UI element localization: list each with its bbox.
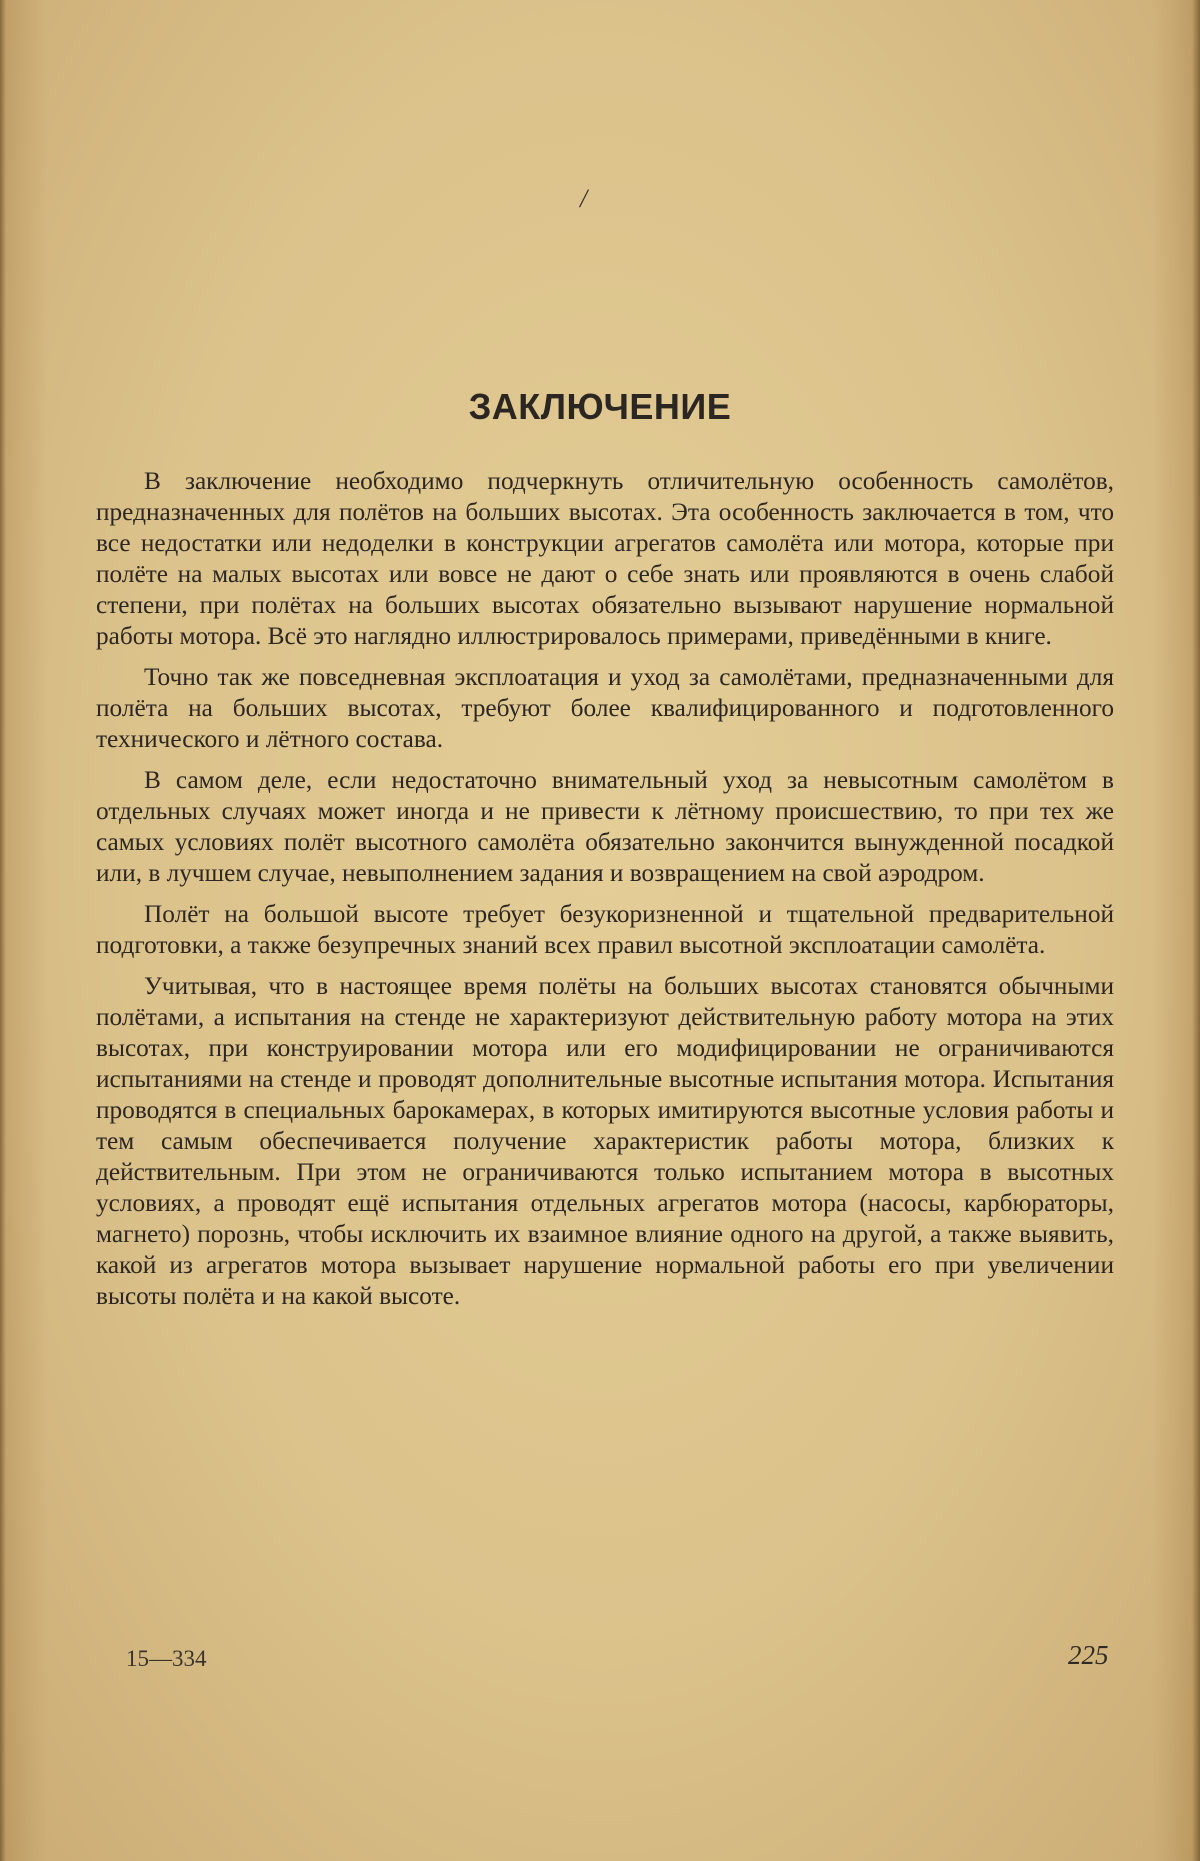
body-text xyxy=(96,466,1114,1322)
top-mark: / xyxy=(580,184,588,213)
page-edge-shadow-left xyxy=(0,0,6,1861)
paragraph-1: В заключение необходимо подчеркнуть отличительную особенность самолётов, предназначенных для полётов на больших высотах. Эта особенность заключается в том, что все недостатки или недоделки в конструкции агрегатов самолёта или мотора, которые при полёте на малых высотах или вовсе не дают о себе знать или проявляются в очень слабой степени, при полётах на больших высотах обязательно вызывают нарушение нормальной работы мотора. Всё это наглядно иллюстрировалось примерами, приведёнными в книге. xyxy=(96,467,1114,650)
paragraph-3: В самом деле, если недостаточно внимательный уход за невысотным самолётом в отдельных случаях может иногда и не привести к лётному происшествию, то при тех же самых условиях полёт высотного самолёта обязательно закончится вынужденной посадкой или, в лучшем случае, невыполнением задания и возвращением на свой аэродром. xyxy=(96,766,1114,887)
paragraph-2: Точно так же повседневная эксплоатация и уход за самолётами, предназначенными для полёта на больших высотах, требуют более квалифицированного и подготовленного технического и лётного состава. xyxy=(96,663,1114,753)
chapter-title: ЗАКЛЮЧЕНИЕ xyxy=(468,386,732,427)
page-number: 225 xyxy=(1068,1640,1109,1670)
signature-mark: 15—334 xyxy=(126,1646,207,1671)
paragraph-4: Полёт на большой высоте требует безукоризненной и тщательной предварительной подготовки, а также безупречных знаний всех правил высотной эксплоатации самолёта. xyxy=(96,900,1114,959)
paragraph-5: Учитывая, что в настоящее время полёты на больших высотах становятся обычными полётами, а испытания на стенде не характеризуют действительную работу мотора на этих высотах, при конструировании мотора или его модифицировании не ограничиваются испытаниями на стенде и проводят дополнительные высотные испытания мотора. Испытания проводятся в специальных барокамерах, в которых имитируются высотные условия работы и тем самым обеспечивается получение характеристик работы мотора, близких к действительным. При этом не ограничиваются только испытанием мотора в высотных условиях, а проводят ещё испытания отдельных агрегатов мотора (насосы, карбюраторы, магнето) порознь, чтобы исключить их взаимное влияние одного на другой, а также выявить, какой из агрегатов мотора вызывает нарушение нормальной работы его при увеличении высоты полёта и на какой высоте. xyxy=(96,972,1114,1310)
page-edge-shadow-right xyxy=(1192,0,1200,1861)
